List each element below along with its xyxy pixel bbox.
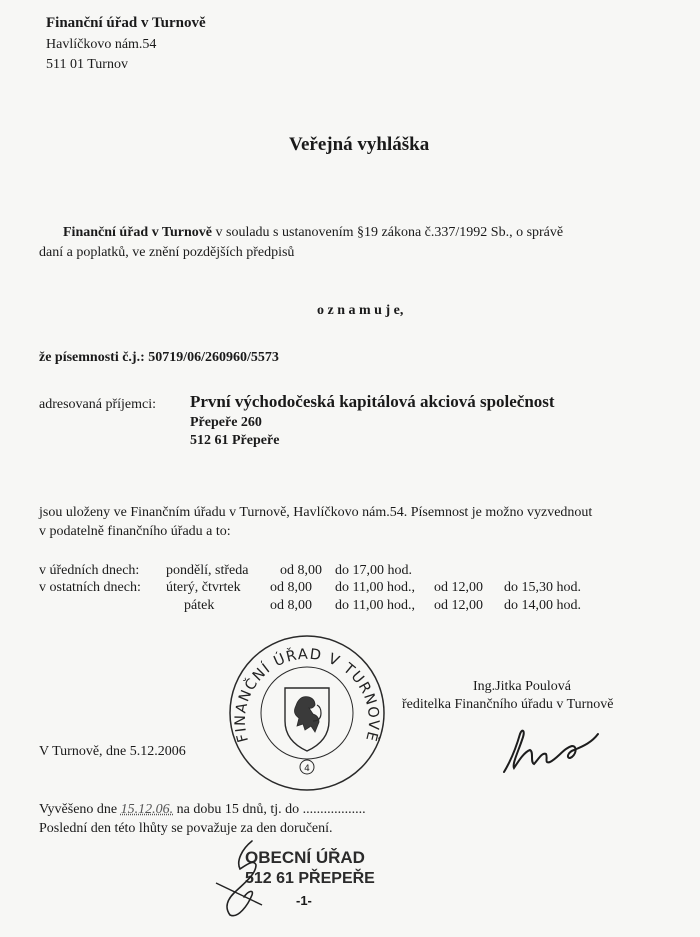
intro-line1 <box>63 225 563 241</box>
hours-days: úterý, čtvrtek <box>166 580 241 595</box>
place-date: V Turnově, dne 5.12.2006 <box>39 744 186 759</box>
intro-office: Finanční úřad v Turnově <box>63 225 212 240</box>
stamp-text: FINANČNÍ ÚŘAD V TURNOVĚ <box>232 646 382 744</box>
municipal-stamp-line2: 512 61 PŘEPEŘE <box>245 870 375 887</box>
announces: o z n a m u j e, <box>317 303 404 318</box>
hours-from2: od 12,00 <box>434 598 483 613</box>
hours-to: do 11,00 hod., <box>335 580 415 595</box>
hours-group: v ostatních dnech: <box>39 580 141 595</box>
posting-prefix: Vyvěšeno dne <box>39 802 118 817</box>
municipal-stamp-line1: OBECNÍ ÚŘAD <box>245 848 365 867</box>
scribble-signature-icon <box>212 835 272 925</box>
office-name: Finanční úřad v Turnově <box>46 15 206 31</box>
svg-text:FINANČNÍ ÚŘAD V TURNOVĚ <box>233 647 381 744</box>
hours-to2: do 15,30 hod. <box>504 580 581 595</box>
recipient-city: 512 61 Přepeře <box>190 433 280 448</box>
hours-from: od 8,00 <box>280 563 322 578</box>
office-street: Havlíčkovo nám.54 <box>46 37 157 52</box>
recipient-name: První východočeská kapitálová akciová společnost <box>190 392 555 411</box>
intro-line2: daní a poplatků, ve znění pozdějších předpisů <box>39 245 295 260</box>
intro-text: v souladu s ustanovením §19 zákona č.337/1992 Sb., o správě <box>212 225 564 240</box>
hours-to2: do 14,00 hod. <box>504 598 581 613</box>
stamp-seal-icon <box>227 633 387 793</box>
recipient-street: Přepeře 260 <box>190 415 262 430</box>
posting-suffix: na dobu 15 dnů, tj. do .................. <box>173 802 366 817</box>
hours-to: do 11,00 hod., <box>335 598 415 613</box>
handwritten-signature-icon <box>492 722 612 780</box>
hours-days: pondělí, středa <box>166 563 249 578</box>
hours-to: do 17,00 hod. <box>335 563 412 578</box>
posting-date: 15.12.06. <box>120 802 174 817</box>
posting-line2: Poslední den této lhůty se považuje za den doručení. <box>39 821 333 836</box>
hours-group: v úředních dnech: <box>39 563 140 578</box>
page-number: -1- <box>296 893 312 908</box>
signatory-name: Ing.Jitka Poulová <box>473 679 571 694</box>
deposit-line2: v podatelně finančního úřadu a to: <box>39 524 231 539</box>
deposit-line1: jsou uloženy ve Finančním úřadu v Turnově, Havlíčkovo nám.54. Písemnost je možno vyzvednout <box>39 505 593 520</box>
recipient-label: adresovaná příjemci: <box>39 397 157 412</box>
hours-from2: od 12,00 <box>434 580 483 595</box>
page-title: Veřejná vyhláška <box>289 134 430 155</box>
hours-from: od 8,00 <box>270 598 312 613</box>
signature <box>492 722 612 780</box>
signatory-title: ředitelka Finančního úřadu v Turnově <box>402 697 614 712</box>
official-stamp <box>227 633 387 793</box>
municipal-signature <box>212 835 272 925</box>
hours-from: od 8,00 <box>270 580 312 595</box>
document-ref: že písemnosti č.j.: 50719/06/260960/5573 <box>39 350 279 365</box>
office-city: 511 01 Turnov <box>46 57 128 72</box>
stamp-number: 4 <box>304 764 310 774</box>
hours-days: pátek <box>184 598 215 613</box>
posting-line1 <box>39 802 366 818</box>
